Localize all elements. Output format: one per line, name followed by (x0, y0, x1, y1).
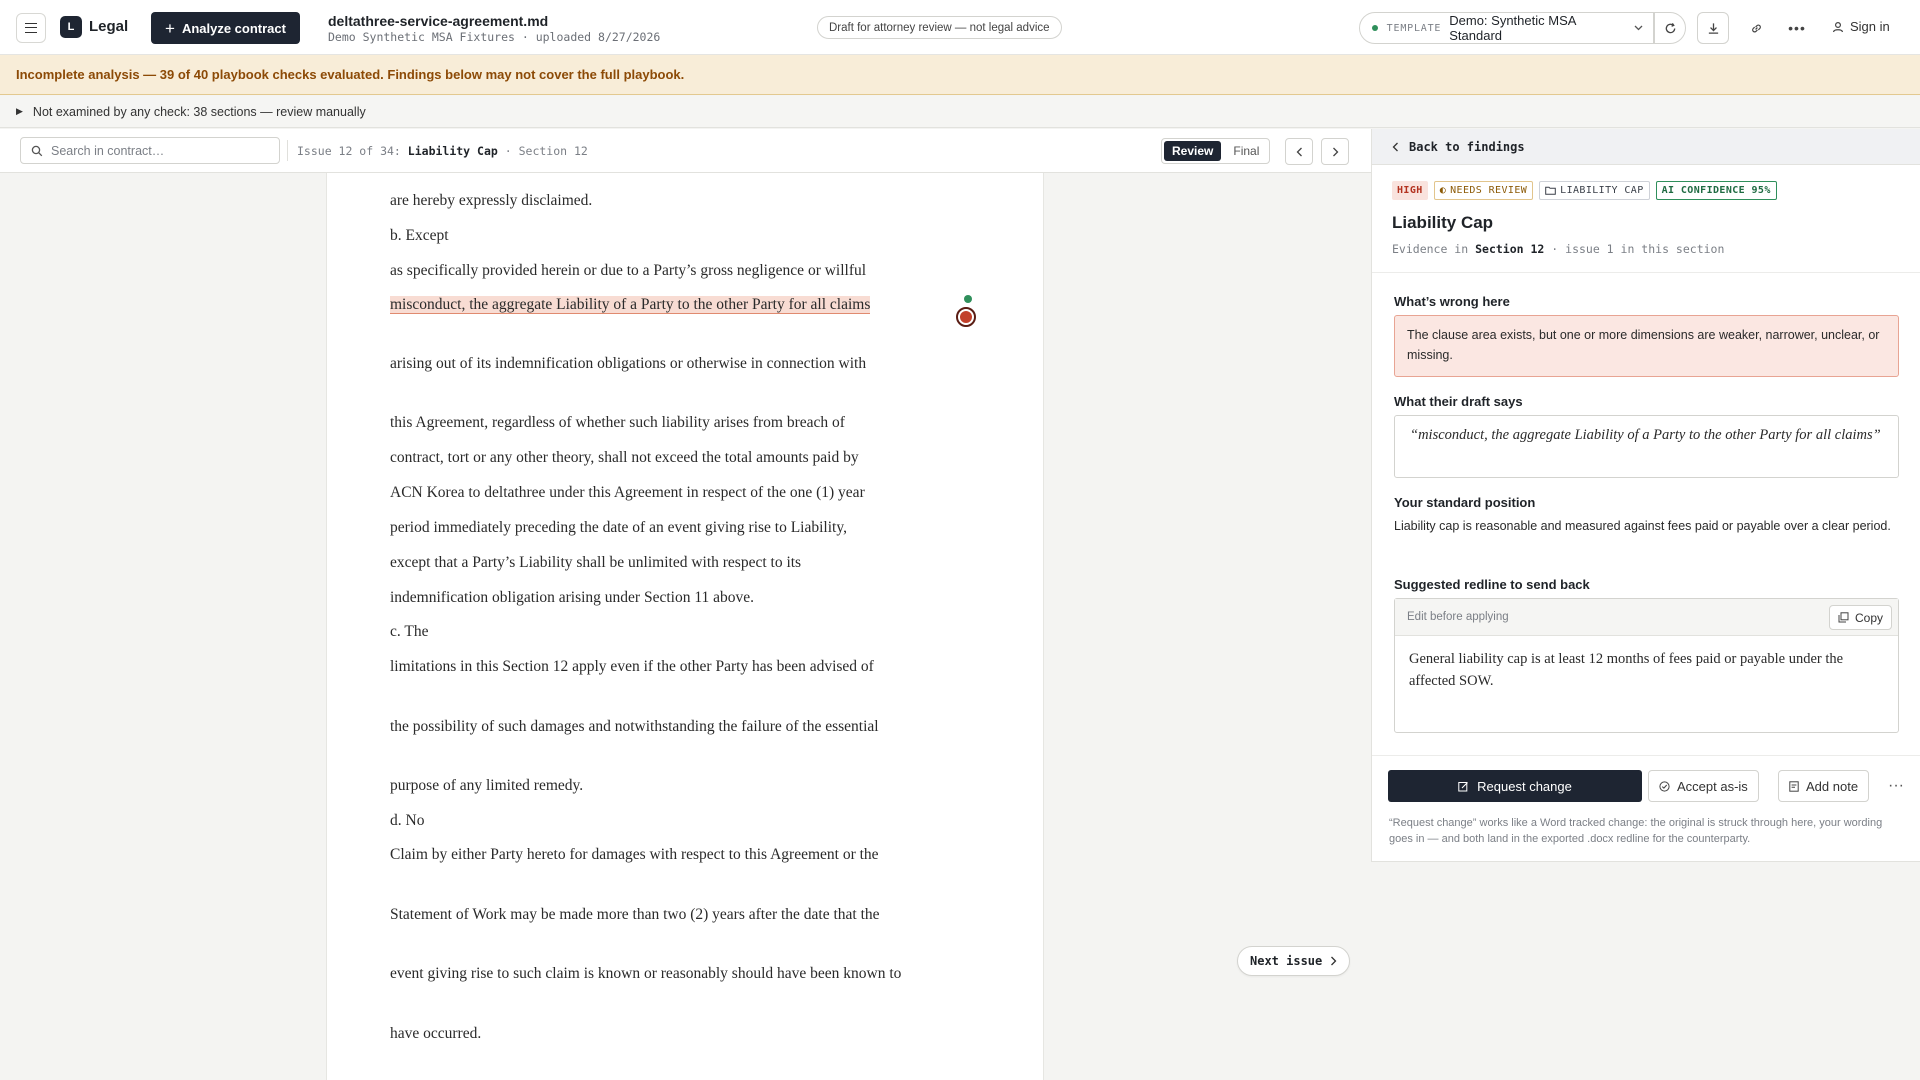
suggested-redline-heading: Suggested redline to send back (1394, 577, 1590, 592)
back-to-findings-button[interactable] (1372, 129, 1920, 165)
contract-paragraph: c. The (390, 623, 429, 640)
issue-marker-icon[interactable] (956, 307, 976, 327)
status-badge-label: NEEDS REVIEW (1450, 185, 1528, 196)
request-change-label: Request change (1477, 778, 1572, 794)
redline-hint: Edit before applying (1407, 611, 1509, 623)
next-issue-button[interactable] (1237, 946, 1350, 976)
more-icon: ••• (1788, 20, 1806, 36)
analyze-contract-button[interactable] (151, 12, 300, 44)
refresh-template-button[interactable] (1654, 12, 1686, 44)
folder-icon (1545, 186, 1556, 195)
contract-paragraph: Claim by either Party hereto for damages with respect to this Agreement or the (390, 846, 879, 863)
contract-paragraph: d. No (390, 812, 425, 829)
finding-badges (1392, 181, 1777, 200)
copy-label: Copy (1854, 610, 1883, 625)
chevron-right-icon (1330, 956, 1337, 966)
mode-review-button[interactable]: Review (1164, 141, 1221, 161)
finding-detail-panel (1371, 129, 1920, 862)
contract-paragraph: this Agreement, regardless of whether such liability arises from breach of (390, 414, 845, 431)
issue-breadcrumb (297, 144, 588, 158)
link-icon (1750, 22, 1763, 35)
top-header (0, 0, 1920, 55)
refresh-icon (1664, 22, 1677, 35)
note-icon (1789, 781, 1799, 792)
next-issue-label: Next issue (1250, 954, 1323, 968)
app-logo: L (60, 16, 82, 38)
finding-title: Liability Cap (1392, 213, 1494, 232)
menu-icon (25, 23, 37, 33)
chevron-left-icon (1392, 142, 1399, 152)
contract-paragraph: purpose of any limited remedy. (390, 777, 584, 794)
download-icon (1707, 22, 1720, 35)
contract-paragraph: indemnification obligation arising under Section 11 above. (390, 589, 755, 606)
request-change-footnote: “Request change” works like a Word tracked change: the original is struck through here, your wording goes in — and both land in the exported .docx redline for the counterparty. (1389, 817, 1883, 845)
sign-in-button[interactable] (1832, 19, 1890, 34)
issue-name: Liability Cap (407, 144, 498, 158)
menu-button[interactable] (16, 13, 46, 43)
status-dot-icon (1372, 25, 1378, 31)
severity-badge: HIGH (1392, 181, 1428, 200)
not-examined-text: Not examined by any check: 38 sections — review manually (32, 104, 366, 119)
contract-paragraph: have occurred. (390, 1025, 482, 1042)
whats-wrong-heading: What’s wrong here (1394, 294, 1510, 309)
contract-paragraph: arising out of its indemnification obligations or otherwise in connection with (390, 355, 867, 372)
triangle-right-icon: ▶ (16, 106, 23, 116)
contract-paragraph: except that a Party’s Liability shall be unlimited with respect to its (390, 554, 802, 571)
add-note-button[interactable] (1778, 770, 1869, 802)
chevron-down-icon (1634, 23, 1643, 34)
contract-paragraph: the possibility of such damages and notwithstanding the failure of the essential (390, 718, 879, 735)
evidence-line (1392, 242, 1724, 256)
view-mode-toggle (1161, 138, 1270, 164)
standard-position-text: Liability cap is reasonable and measured against fees paid or payable over a clear period. (1394, 519, 1891, 533)
actions-divider (1372, 755, 1920, 756)
incomplete-analysis-banner (0, 55, 1920, 95)
document-viewer (0, 173, 1371, 1080)
document-title: deltathree-service-agreement.md (328, 13, 549, 29)
contract-paragraph: Statement of Work may be made more than two (2) years after the date that the (390, 906, 880, 923)
document-page (326, 173, 1044, 1080)
contract-paragraph: as specifically provided herein or due to a Party’s gross negligence or willful (390, 262, 867, 279)
more-actions-button[interactable] (1880, 770, 1912, 802)
plus-icon: + (165, 18, 175, 38)
contract-search[interactable] (20, 137, 280, 164)
previous-issue-button[interactable] (1285, 138, 1313, 165)
incomplete-analysis-text: Incomplete analysis — 39 of 40 playbook checks evaluated. Findings below may not cover the full playbook. (16, 67, 685, 82)
draft-disclaimer-pill: Draft for attorney review — not legal advice (817, 16, 1062, 39)
document-toolbar (0, 129, 1371, 173)
add-note-label: Add note (1806, 778, 1859, 794)
app-name: Legal (89, 18, 129, 35)
issue-counter: Issue 12 of 34: (297, 144, 401, 158)
template-label: TEMPLATE (1386, 22, 1442, 34)
share-link-button[interactable] (1743, 15, 1769, 41)
contract-paragraph: period immediately preceding the date of an event giving rise to Liability, (390, 519, 847, 536)
contract-paragraph: event giving rise to such claim is known or reasonably should have been known to (390, 965, 902, 982)
template-selector[interactable] (1359, 12, 1654, 44)
user-icon (1832, 21, 1844, 33)
contract-paragraph: b. Except (390, 227, 449, 244)
evidence-suffix: · issue 1 in this section (1551, 242, 1725, 256)
request-change-button[interactable] (1388, 770, 1642, 802)
search-input[interactable] (51, 144, 271, 158)
redline-editor[interactable] (1394, 598, 1899, 733)
accept-as-is-button[interactable] (1648, 770, 1759, 802)
evidence-prefix: Evidence in (1392, 242, 1469, 256)
not-examined-disclosure[interactable] (0, 96, 1920, 128)
highlighted-clause-text: misconduct, the aggregate Liability of a Party to the other Party for all claims (390, 296, 871, 313)
half-circle-icon: ◐ (1439, 185, 1447, 196)
copy-button[interactable] (1829, 605, 1892, 630)
copy-icon (1838, 612, 1849, 623)
draft-says-heading: What their draft says (1394, 394, 1523, 409)
sign-in-label: Sign in (1850, 19, 1890, 34)
redline-text[interactable]: General liability cap is at least 12 months of fees paid or payable under the affected SOW. (1409, 651, 1844, 689)
analyze-contract-label: Analyze contract (181, 20, 286, 36)
check-circle-icon (1659, 781, 1670, 792)
status-badge (1434, 181, 1533, 200)
toolbar-divider (287, 140, 288, 161)
download-button[interactable] (1697, 12, 1729, 44)
contract-paragraph: limitations in this Section 12 apply even if the other Party has been advised of (390, 658, 874, 675)
chevron-left-icon (1296, 147, 1303, 157)
highlighted-clause[interactable] (390, 292, 962, 317)
mode-final-button[interactable]: Final (1233, 144, 1260, 158)
template-name: Demo: Synthetic MSA Standard (1449, 13, 1576, 43)
back-to-findings-label: Back to findings (1409, 139, 1525, 154)
contract-paragraph: are hereby expressly disclaimed. (390, 192, 593, 209)
evidence-section-link[interactable]: Section 12 (1475, 242, 1545, 256)
whats-wrong-box: The clause area exists, but one or more dimensions are weaker, narrower, unclear, or missing. (1394, 315, 1899, 377)
contract-paragraph: contract, tort or any other theory, shall not exceed the total amounts paid by (390, 449, 859, 466)
document-subtitle: Demo Synthetic MSA Fixtures · uploaded 8/27/2026 (328, 30, 661, 44)
confidence-badge: AI CONFIDENCE 95% (1656, 181, 1777, 200)
edit-icon (1458, 781, 1469, 792)
category-badge-label: LIABILITY CAP (1560, 185, 1644, 196)
standard-position-heading: Your standard position (1394, 495, 1536, 510)
chevron-right-icon (1332, 147, 1339, 157)
accept-as-is-label: Accept as-is (1677, 778, 1748, 794)
section-status-dot-icon (964, 295, 972, 303)
issue-section: · Section 12 (504, 144, 588, 158)
contract-paragraph: ACN Korea to deltathree under this Agreement in respect of the one (1) year (390, 484, 865, 501)
search-icon (31, 145, 43, 157)
redline-editor-header (1395, 599, 1898, 636)
more-icon: ··· (1888, 777, 1904, 794)
category-badge (1539, 181, 1649, 200)
next-issue-arrow-button[interactable] (1321, 138, 1349, 165)
panel-divider (1372, 272, 1920, 273)
more-options-button[interactable] (1784, 15, 1810, 41)
draft-quote-box: “misconduct, the aggregate Liability of a Party to the other Party for all claims” (1394, 415, 1899, 478)
